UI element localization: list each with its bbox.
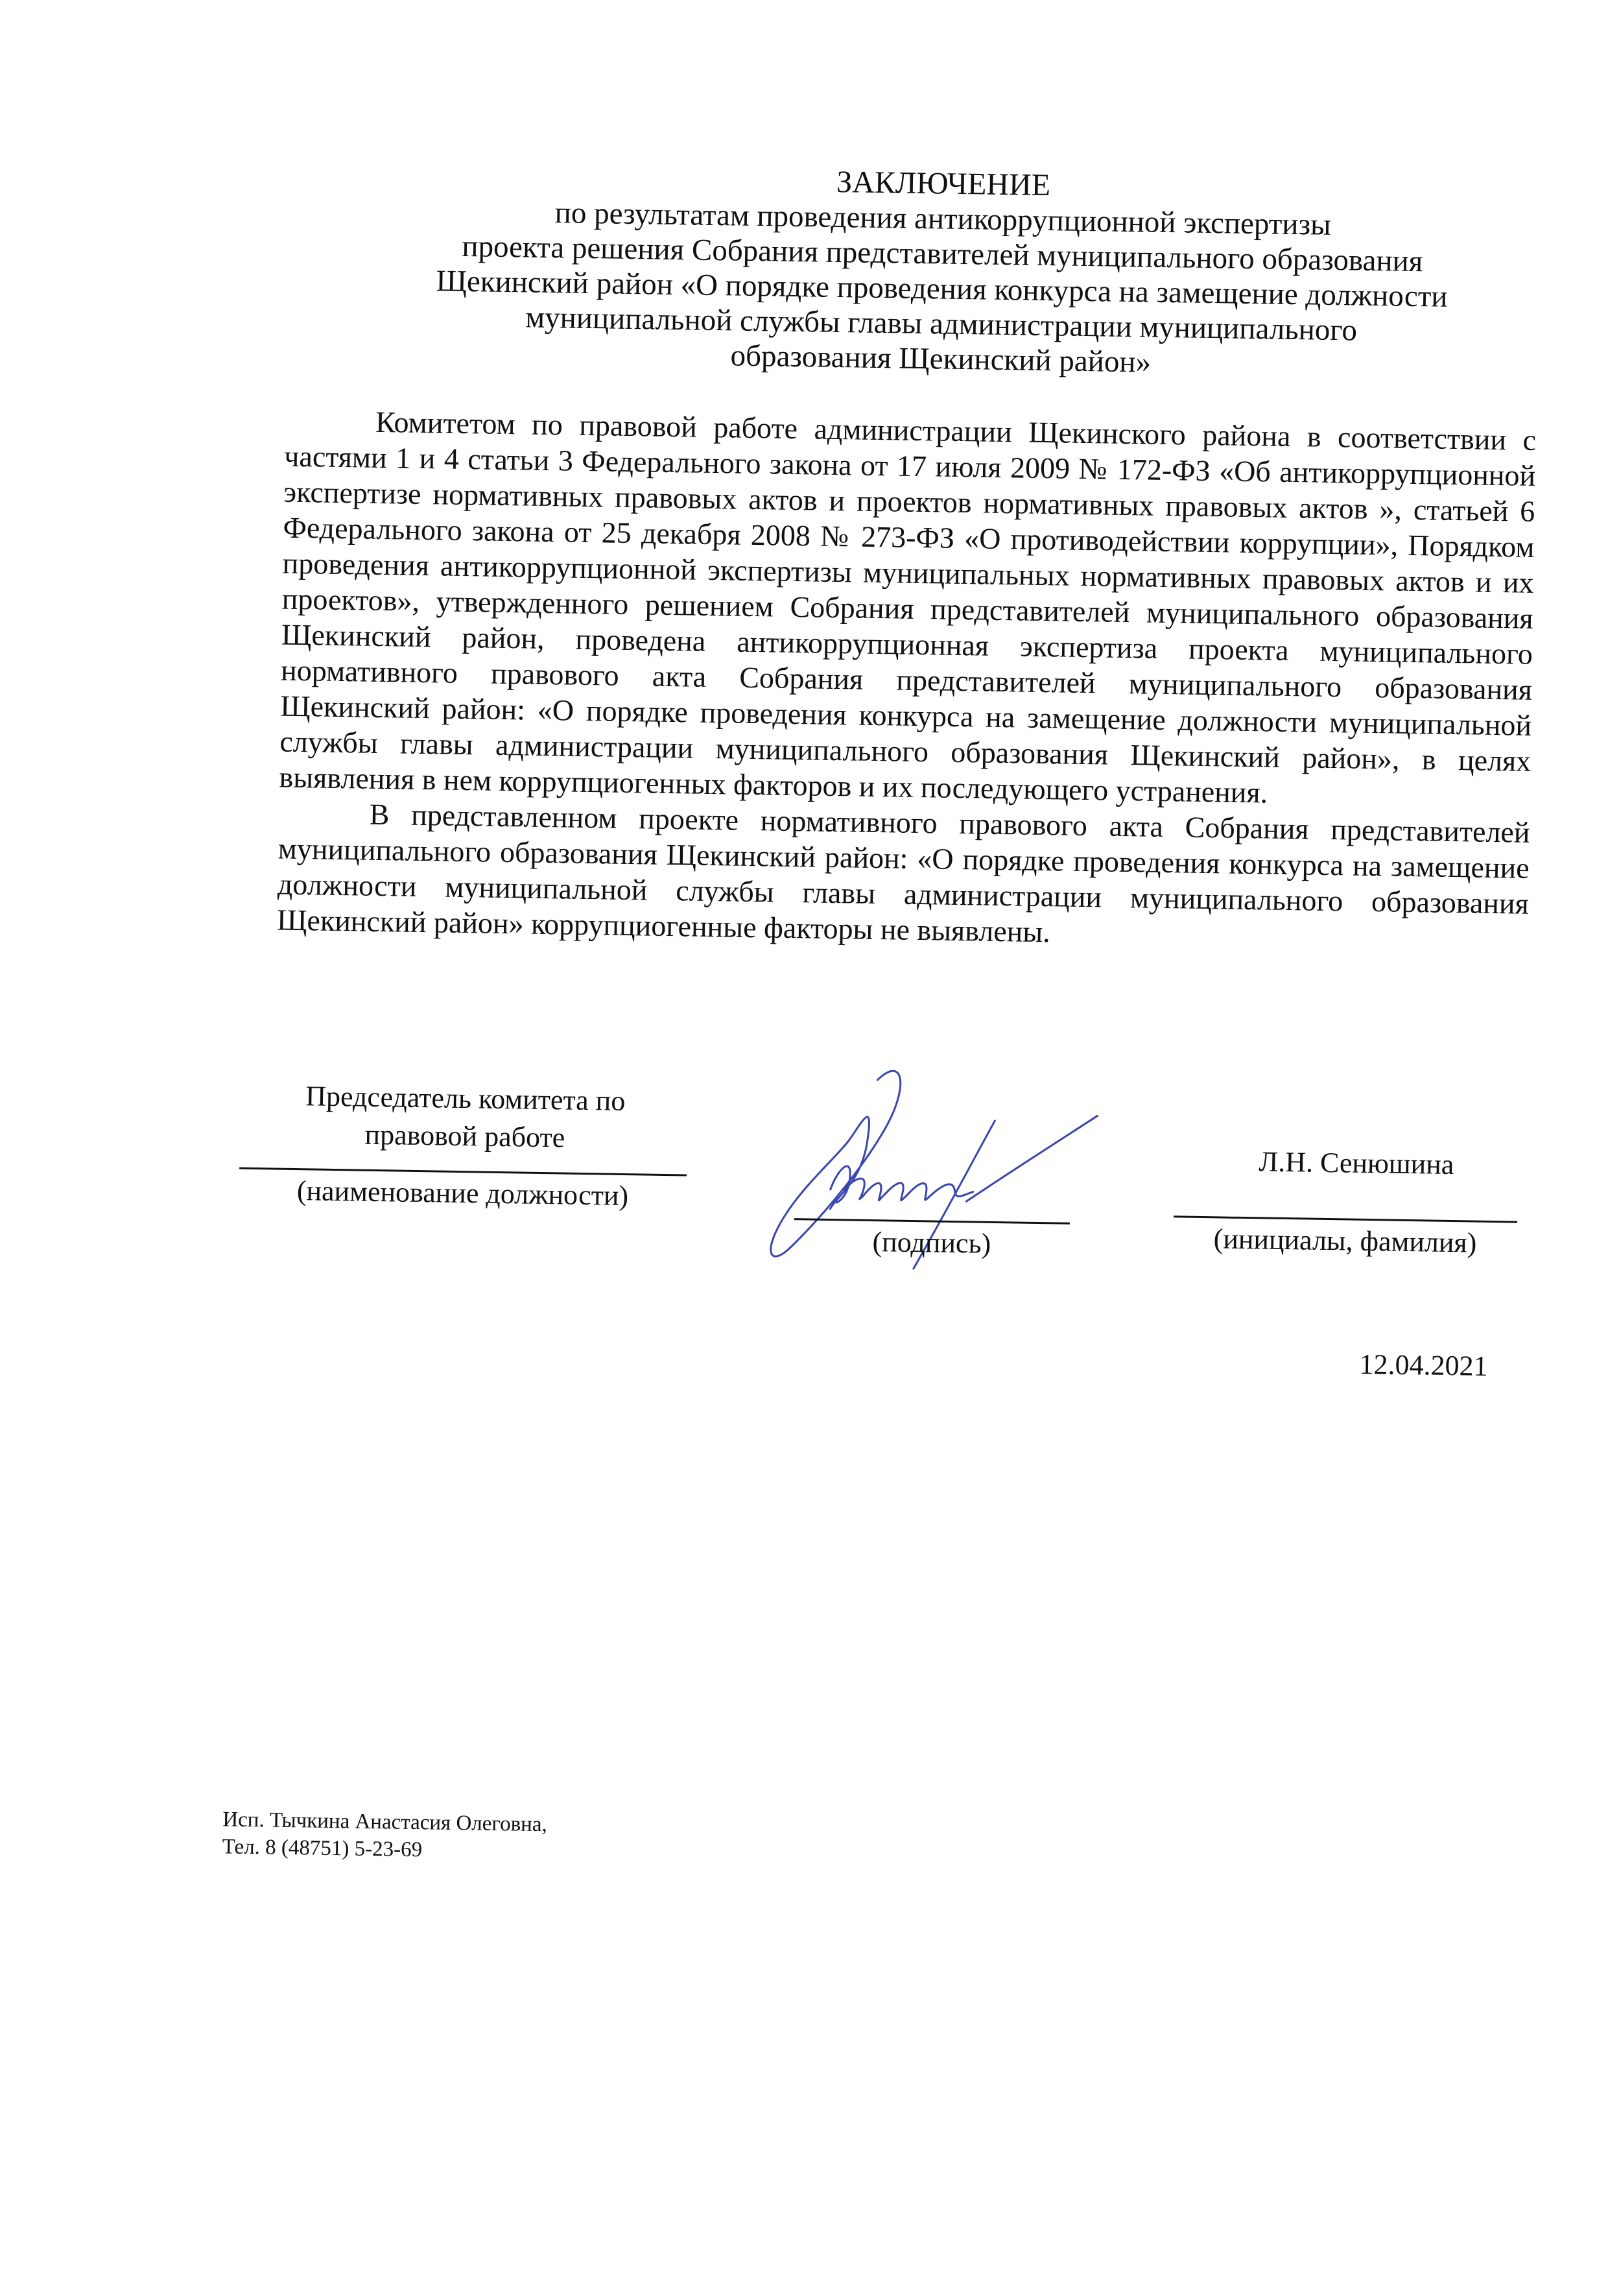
document-title: ЗАКЛЮЧЕНИЕ <box>836 164 1051 203</box>
signature-caption: (подпись) <box>872 1226 991 1260</box>
document-body <box>277 403 1537 957</box>
executor-info <box>222 1806 547 1865</box>
name-caption: (инициалы, фамилия) <box>1213 1223 1477 1259</box>
signatory-position <box>241 1077 690 1159</box>
document-date: 12.04.2021 <box>1359 1348 1488 1382</box>
signatory-name: Л.Н. Сенюшина <box>1259 1145 1454 1181</box>
position-caption: (наименование должности) <box>296 1175 629 1212</box>
subtitle-line: Щекинский район «О порядке проведения конкурса на замещение должности <box>436 264 1448 314</box>
subtitle-line: муниципальной службы главы администрации муниципального <box>525 300 1358 348</box>
position-line: правовой работе <box>364 1118 565 1154</box>
name-underline <box>1174 1215 1517 1223</box>
subtitle-line: проекта решения Собрания представителей муниципального образования <box>462 229 1423 279</box>
subtitle-line: по результатам проведения антикоррупционной экспертизы <box>554 196 1332 242</box>
executor-name: Исп. Тычкина Анастасия Олеговна, <box>222 1808 548 1837</box>
document-header <box>364 158 1521 386</box>
position-line: Председатель комитета по <box>305 1080 626 1117</box>
executor-phone: Тел. 8 (48751) 5-23-69 <box>222 1835 423 1862</box>
paragraph-findings-basis: Комитетом по правовой работе администрации Щекинского района в соответствии с частями 1 и 4 статьи 3 Федерального закона от 17 июля 2009 № 172-ФЗ «Об антикоррупционной экспертизе нормативных правовых актов и проектов нормативных правовых актов », статьей 6 Федерального закона от 25 декабря 2008 № 273-ФЗ «О противодействии коррупции», Порядком проведения антикоррупционной экспертизы муниципальных нормативных правовых актов и их проектов», утвержденного решением Собрания представителей муниципального образования Щекинский район, проведена антикоррупционная экспертиза проекта муниципального нормативного правового акта Собрания представителей муниципального образования Щекинский район: «О порядке проведения конкурса на замещение должности муниципальной службы главы администрации муниципального образования Щекинский район», в целях выявления в нем коррупциогенных факторов и их последующего устранения. <box>279 405 1537 809</box>
subtitle-line: образования Щекинский район» <box>730 339 1152 379</box>
paragraph-conclusion: В представленном проекте нормативного правового акта Собрания представителей муниципального образования Щекинский район: «О порядке проведения конкурса на замещение должности муниципальной службы главы администрации муниципального образования Щекинский район» коррупциогенные факторы не выявлены. <box>276 797 1530 949</box>
